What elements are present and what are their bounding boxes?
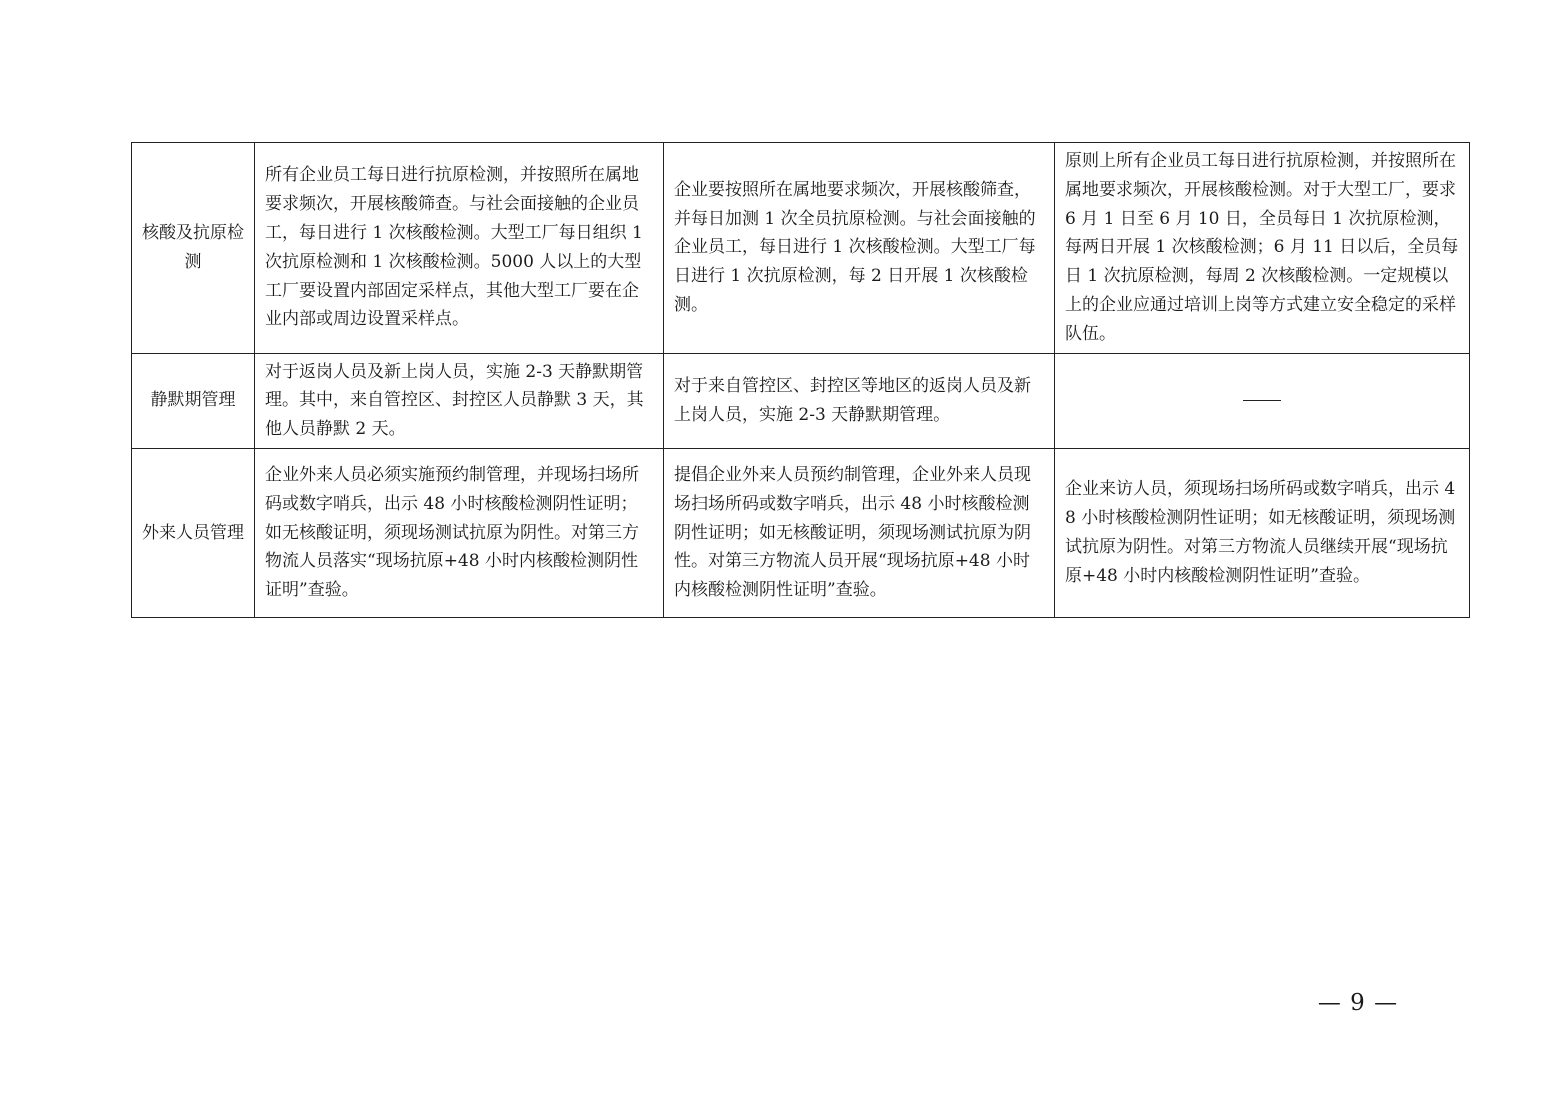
policy-comparison-table	[131, 142, 1470, 618]
table-row-quiet-period-management	[132, 353, 1470, 448]
row-label-visitor-management: 外来人员管理	[132, 448, 255, 617]
table-cell: 企业来访人员，须现场扫场所码或数字哨兵，出示 48 小时核酸检测阴性证明；如无核酸证明，须现场测试抗原为阴性。对第三方物流人员继续开展“现场抗原+48 小时内核酸检测阴性证明”查验。	[1055, 448, 1470, 617]
table-row-visitor-management	[132, 448, 1470, 617]
em-dash-placeholder	[1243, 400, 1281, 401]
table-cell: 提倡企业外来人员预约制管理，企业外来人员现场扫场所码或数字哨兵，出示 48 小时核酸检测阴性证明；如无核酸证明，须现场测试抗原为阴性。对第三方物流人员开展“现场抗原+48 小时内核酸检测阴性证明”查验。	[664, 448, 1055, 617]
page-number: — 9 —	[1317, 990, 1399, 1016]
row-label-nucleic-antigen-testing: 核酸及抗原检测	[132, 143, 255, 354]
table-cell: 所有企业员工每日进行抗原检测，并按照所在属地要求频次，开展核酸筛查。与社会面接触的企业员工，每日进行 1 次核酸检测。大型工厂每日组织 1 次抗原检测和 1 次核酸检测。5000 人以上的大型工厂要设置内部固定采样点，其他大型工厂要在企业内部或周边设置采样点。	[255, 143, 664, 354]
table-cell-empty	[1055, 353, 1470, 448]
table-cell: 对于来自管控区、封控区等地区的返岗人员及新上岗人员，实施 2-3 天静默期管理。	[664, 353, 1055, 448]
row-label-quiet-period-management: 静默期管理	[132, 353, 255, 448]
table-row-nucleic-antigen-testing	[132, 143, 1470, 354]
table-cell: 对于返岗人员及新上岗人员，实施 2-3 天静默期管理。其中，来自管控区、封控区人员静默 3 天，其他人员静默 2 天。	[255, 353, 664, 448]
table-cell: 企业外来人员必须实施预约制管理，并现场扫场所码或数字哨兵，出示 48 小时核酸检测阴性证明；如无核酸证明，须现场测试抗原为阴性。对第三方物流人员落实“现场抗原+48 小时内核酸检测阴性证明”查验。	[255, 448, 664, 617]
table-cell: 企业要按照所在属地要求频次，开展核酸筛查，并每日加测 1 次全员抗原检测。与社会面接触的企业员工，每日进行 1 次核酸检测。大型工厂每日进行 1 次抗原检测，每 2 日开展 1 次核酸检测。	[664, 143, 1055, 354]
table-cell: 原则上所有企业员工每日进行抗原检测，并按照所在属地要求频次，开展核酸检测。对于大型工厂，要求 6 月 1 日至 6 月 10 日，全员每日 1 次抗原检测，每两日开展 1 次核酸检测；6 月 11 日以后，全员每日 1 次抗原检测，每周 2 次核酸检测。一定规模以上的企业应通过培训上岗等方式建立安全稳定的采样队伍。	[1055, 143, 1470, 354]
